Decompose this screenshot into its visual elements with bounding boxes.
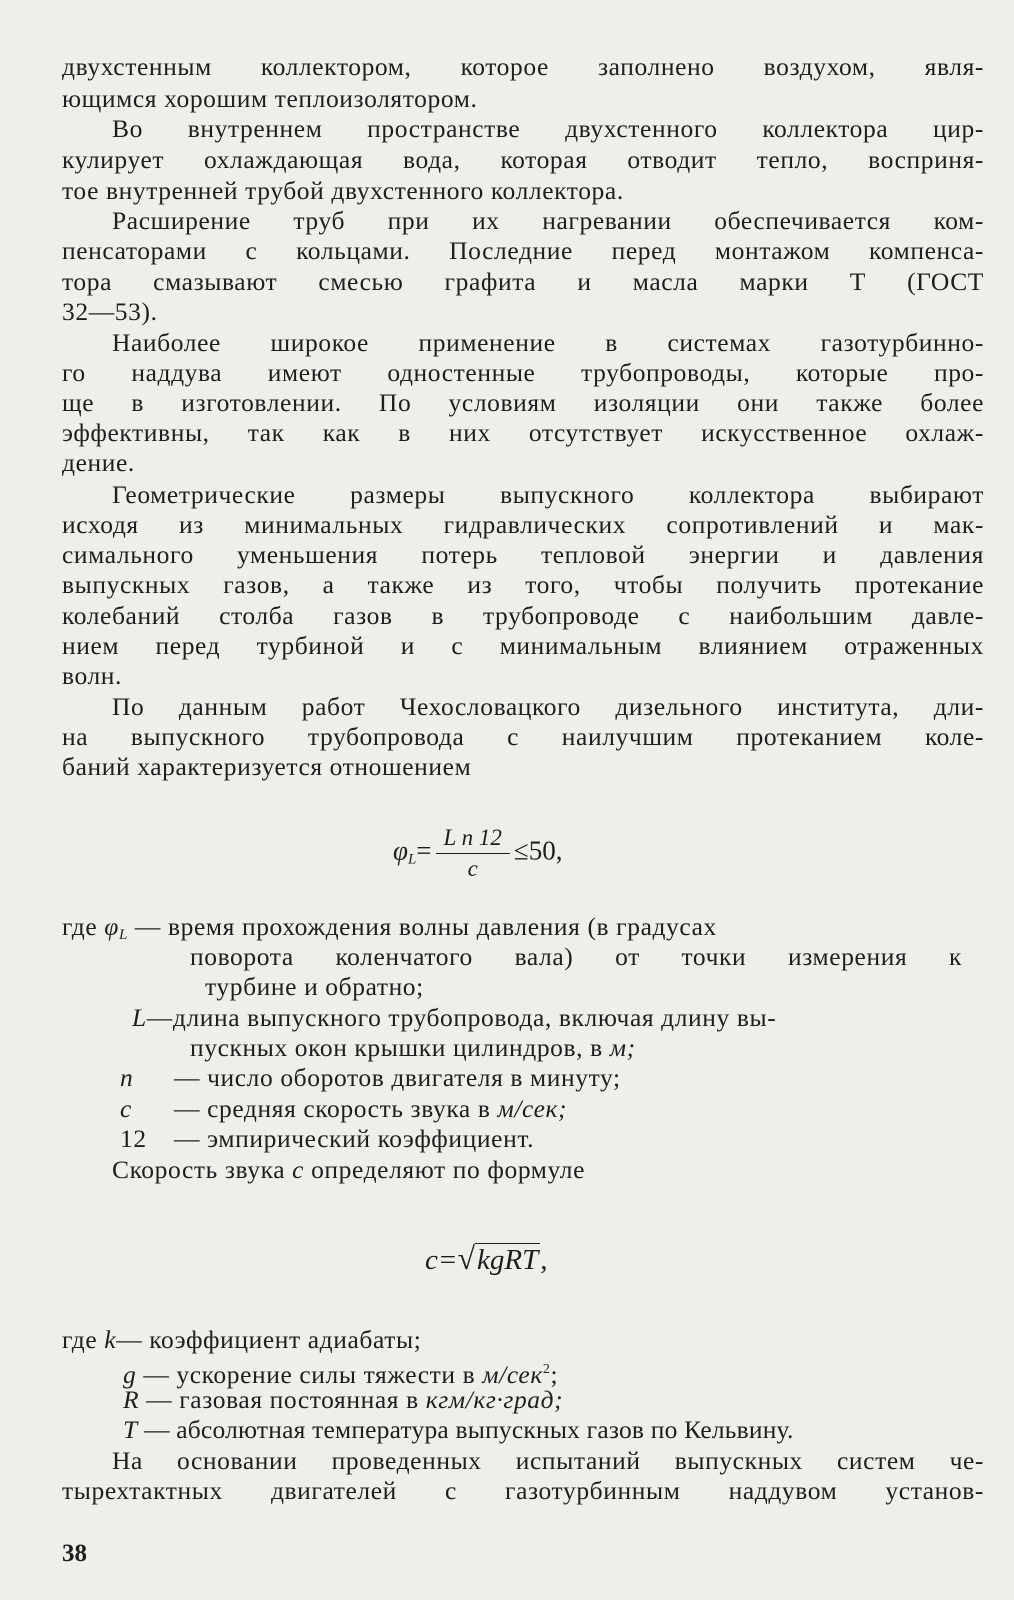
text-line: 32—53). xyxy=(62,297,158,326)
definition-L xyxy=(132,1003,964,1033)
page-number: 38 xyxy=(62,1540,87,1567)
sqrt-icon: √ xyxy=(457,1240,476,1276)
symbol-c: c xyxy=(292,1155,305,1184)
formula2-tail: , xyxy=(540,1244,548,1276)
definition-text: — средняя скорость звука в xyxy=(174,1094,491,1123)
definition-T xyxy=(123,1415,973,1445)
formula-phi xyxy=(393,825,562,882)
symbol-k: k xyxy=(104,1325,117,1354)
definition-c xyxy=(120,1094,962,1124)
text-line: Геометрические размеры выпускного коллектора выбирают xyxy=(112,480,984,509)
formula-rhs: ≤50, xyxy=(513,835,563,866)
speed-intro-post: определяют по формуле xyxy=(311,1155,585,1184)
definition-n xyxy=(120,1063,962,1093)
formula-sound-speed xyxy=(425,1240,547,1277)
formula2-radicand: kgRT xyxy=(477,1244,539,1276)
text-line: тое внутренней трубой двухстенного коллектора. xyxy=(62,176,624,205)
symbol-n: n xyxy=(120,1063,134,1092)
definition-text: —длина выпускного трубопровода, включая длину вы- xyxy=(146,1003,777,1032)
definition-text: поворота коленчатого вала) от точки измерения к xyxy=(190,942,962,971)
text-line: тора смазывают смесью графита и масла марки Т (ГОСТ xyxy=(62,267,984,296)
definition-text: турбине и обратно; xyxy=(205,972,424,1001)
text-line: исходя из минимальных гидравлических сопротивлений и мак- xyxy=(62,510,984,539)
speed-intro xyxy=(112,1155,984,1185)
definition-text: пускных окон крышки цилиндров, в xyxy=(190,1033,603,1062)
unit: кгм/кг·град; xyxy=(425,1385,564,1414)
definition-text: — число оборотов двигателя в минуту; xyxy=(174,1063,621,1092)
text-line: пенсаторами с кольцами. Последние перед монтажом компенса- xyxy=(62,236,984,265)
text-line: Расширение труб при их нагревании обеспечивается ком- xyxy=(112,206,984,235)
text-line: ще в изготовлении. По условиям изоляции они также более xyxy=(62,388,984,417)
definition-text: — абсолютная температура выпускных газов по Кельвину. xyxy=(143,1415,794,1444)
text-line: двухстенным коллектором, которое заполнено воздухом, явля- xyxy=(62,52,984,81)
text-line: тырехтактных двигателей с газотурбинным наддувом установ- xyxy=(62,1476,984,1505)
unit: м/сек; xyxy=(497,1094,568,1123)
punctuation: ; xyxy=(550,1360,559,1389)
text-line: нием перед турбиной и с минимальным влиянием отраженных xyxy=(62,631,984,660)
definition-text: — время прохождения волны давления (в градусах xyxy=(134,912,717,941)
formula-phi-subscript: L xyxy=(407,851,417,868)
unit: м; xyxy=(609,1033,636,1062)
symbol-g: g xyxy=(123,1360,137,1389)
text-line: колебаний столба газов в трубопроводе с наибольшим давле- xyxy=(62,601,984,630)
text-line: го наддува имеют одностенные трубопроводы, которые про- xyxy=(62,358,984,387)
unit-exponent: 2 xyxy=(542,1362,551,1377)
symbol-12: 12 xyxy=(120,1124,147,1153)
text-line: кулирует охлаждающая вода, которая отводит тепло, восприня- xyxy=(62,145,984,174)
formula-phi-symbol: φ xyxy=(393,835,408,866)
definition-text: — коэффициент адиабаты; xyxy=(116,1325,422,1354)
formula2-lhs: c= xyxy=(425,1244,458,1276)
definition-text: — газовая постоянная в xyxy=(146,1385,419,1414)
definition-k xyxy=(62,1325,984,1355)
definition-text: — ускорение силы тяжести в xyxy=(143,1360,476,1389)
text-line: симального уменьшения потерь тепловой энергии и давления xyxy=(62,540,984,569)
text-line: Во внутреннем пространстве двухстенного коллектора цир- xyxy=(112,114,984,143)
symbol-L: L xyxy=(132,1003,147,1032)
formula-fraction xyxy=(436,825,510,882)
text-line: волн. xyxy=(62,661,123,690)
text-line: Наиболее широкое применение в системах газотурбинно- xyxy=(112,328,984,357)
symbol-phi: $\varphi_L$ xyxy=(104,912,128,943)
speed-intro-pre: Скорость звука xyxy=(112,1155,286,1184)
definition-R xyxy=(123,1385,965,1415)
symbol-R: R xyxy=(123,1385,140,1414)
text-line: дение. xyxy=(62,448,135,477)
text-line: эффективны, так как в них отсутствует искусственное охлаж- xyxy=(62,418,984,447)
where-word: где xyxy=(62,1325,98,1354)
formula-equals: = xyxy=(416,835,432,866)
definition-text: — эмпирический коэффициент. xyxy=(174,1124,535,1153)
text-line: На основании проведенных испытаний выпускных систем че- xyxy=(112,1446,984,1475)
formula-denominator: c xyxy=(467,856,478,881)
definition-L-cont xyxy=(190,1033,962,1063)
text-line: ющимся хорошим теплоизолятором. xyxy=(62,84,478,113)
where-word: где xyxy=(62,912,98,941)
symbol-c: c xyxy=(120,1094,132,1123)
unit: м/сек xyxy=(482,1360,543,1389)
text-line: выпускных газов, а также из того, чтобы получить протекание xyxy=(62,570,984,599)
text-line: на выпускного трубопровода с наилучшим протеканием коле- xyxy=(62,722,984,751)
text-line: По данным работ Чехословацкого дизельного института, дли- xyxy=(112,692,984,721)
definition-12 xyxy=(120,1124,962,1154)
formula-numerator: L n 12 xyxy=(436,825,510,854)
symbol-T: T xyxy=(123,1415,138,1444)
text-line: баний характеризуется отношением xyxy=(62,752,472,781)
